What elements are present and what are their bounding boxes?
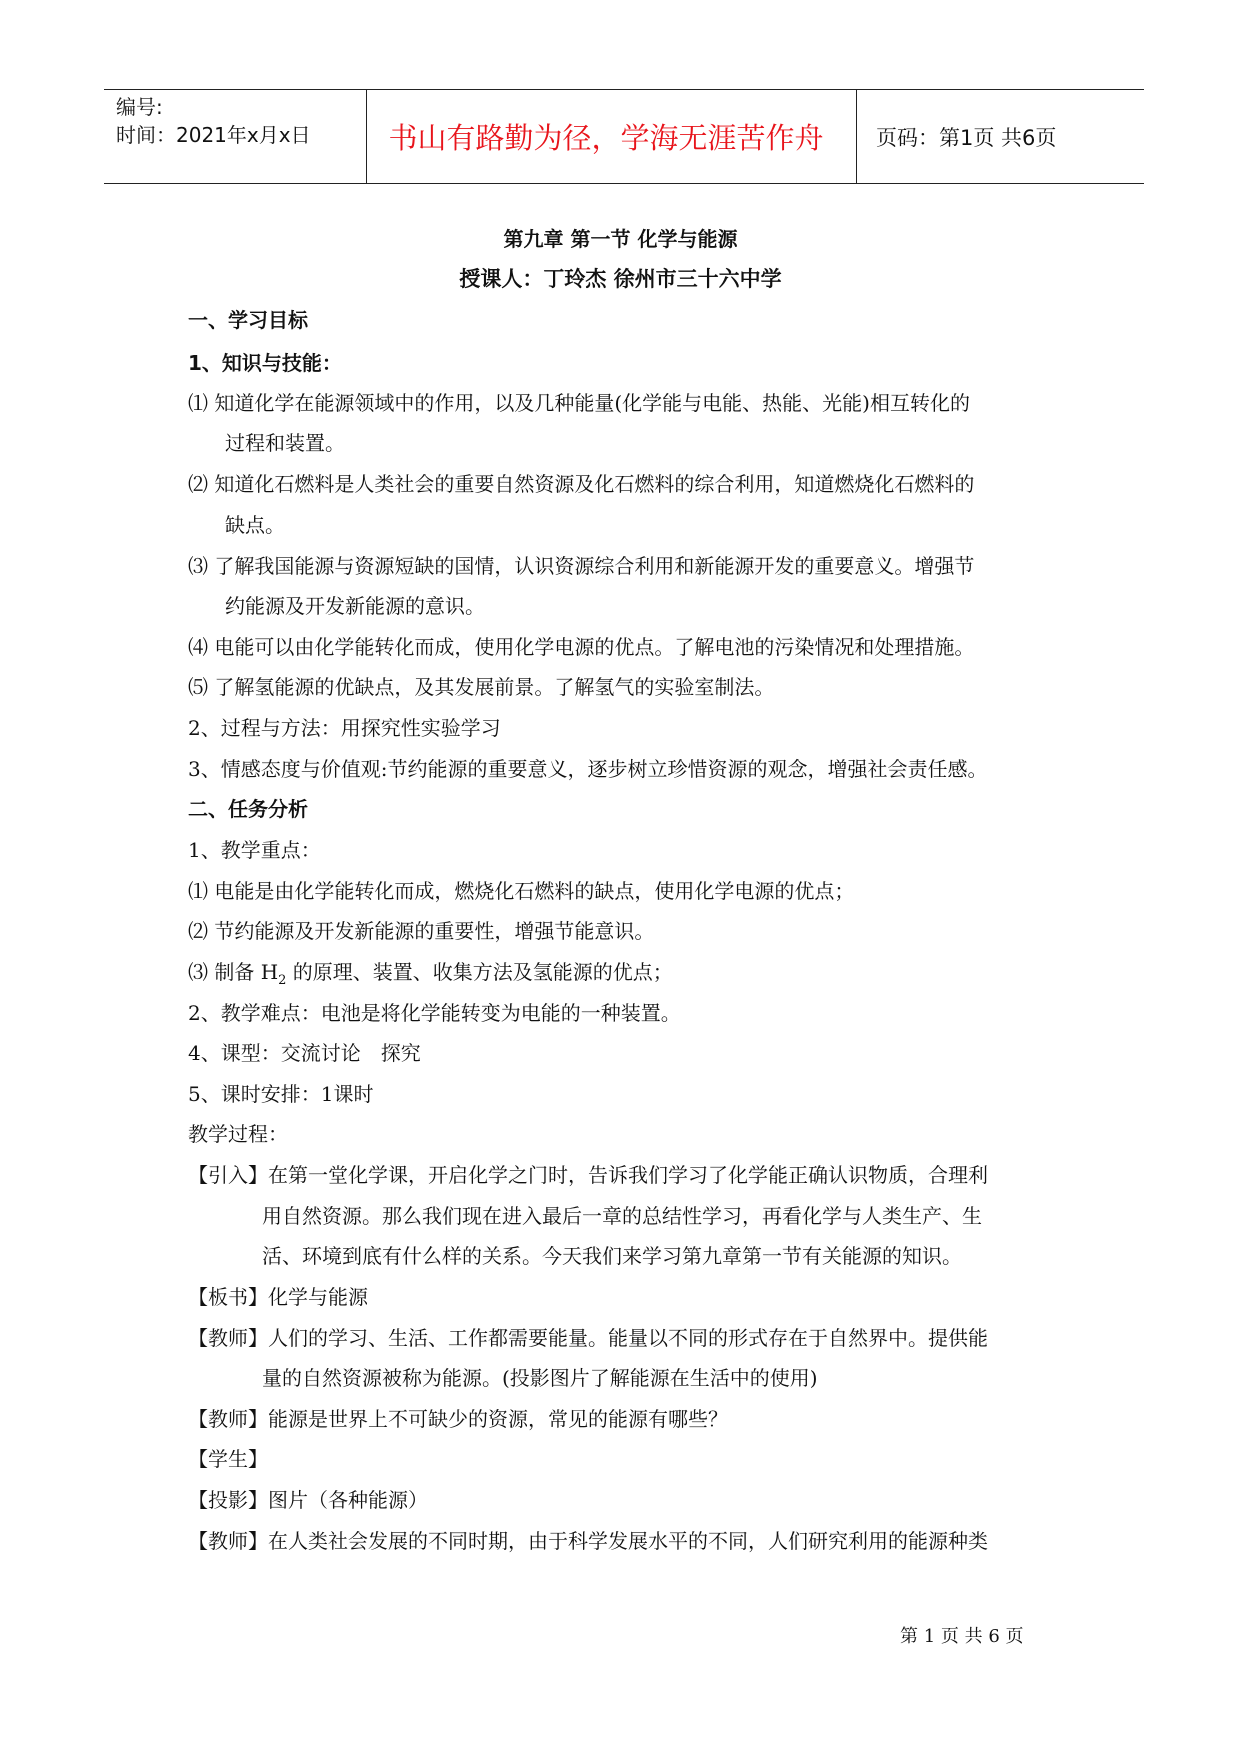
section-heading: 二、任务分析	[188, 797, 308, 821]
page-footer: 第 1 页 共 6 页	[900, 1626, 1024, 1647]
text-fragment: ⑶ 制备 H	[188, 960, 279, 984]
text-line: 教学过程：	[188, 1122, 288, 1146]
text-line: 活、环境到底有什么样的关系。今天我们来学习第九章第一节有关能源的知识。	[262, 1244, 962, 1268]
text-line: ⑸ 了解氢能源的优缺点，及其发展前景。了解氢气的实验室制法。	[188, 675, 775, 699]
text-line: 【板书】化学与能源	[188, 1285, 368, 1309]
document-time-label: 时间：2021年x月x日	[116, 123, 311, 147]
text-line: 【教师】能源是世界上不可缺少的资源，常见的能源有哪些？	[188, 1407, 728, 1431]
text-line: ⑴ 知道化学在能源领域中的作用，以及几种能量(化学能与电能、热能、光能)相互转化的	[188, 391, 970, 415]
text-line: 约能源及开发新能源的意识。	[225, 594, 485, 618]
text-line: 用自然资源。那么我们现在进入最后一章的总结性学习，再看化学与人类生产、生	[262, 1204, 982, 1228]
header-motto: 书山有路勤为径，学海无涯苦作舟	[388, 121, 824, 155]
text-line: ⑷ 电能可以由化学能转化而成，使用化学电源的优点。了解电池的污染情况和处理措施。	[188, 635, 975, 659]
subscript: 2	[278, 973, 287, 988]
text-line: 【投影】图片（各种能源）	[188, 1488, 428, 1512]
text-line: 【教师】人们的学习、生活、工作都需要能量。能量以不同的形式存在于自然界中。提供能	[188, 1326, 988, 1350]
document-number-label: 编号:	[116, 95, 163, 119]
header-divider	[856, 90, 857, 183]
text-line: 【学生】	[188, 1447, 268, 1471]
text-line	[188, 957, 673, 996]
subsection-heading: 1、知识与技能：	[188, 351, 342, 375]
chapter-title: 第九章 第一节 化学与能源	[503, 227, 738, 251]
page-header	[104, 89, 1144, 184]
text-line: 2、教学难点：电池是将化学能转变为电能的一种装置。	[188, 1001, 681, 1025]
text-line: ⑵ 节约能源及开发新能源的重要性，增强节能意识。	[188, 919, 655, 943]
text-fragment: 的原理、装置、收集方法及氢能源的优点；	[286, 960, 673, 984]
section-heading: 一、学习目标	[188, 308, 308, 332]
header-page-label: 页码：第1页 共6页	[876, 125, 1057, 150]
text-line: 【教师】在人类社会发展的不同时期，由于科学发展水平的不同，人们研究利用的能源种类	[188, 1529, 988, 1553]
text-line: 3、情感态度与价值观:节约能源的重要意义，逐步树立珍惜资源的观念，增强社会责任感。	[188, 757, 988, 781]
header-left-cell	[116, 93, 311, 149]
text-line: 4、课型：交流讨论 探究	[188, 1041, 421, 1065]
text-line: 量的自然资源被称为能源。(投影图片了解能源在生活中的使用)	[262, 1366, 818, 1390]
text-line: 缺点。	[225, 513, 285, 537]
text-line: ⑴ 电能是由化学能转化而成，燃烧化石燃料的缺点，使用化学电源的优点；	[188, 879, 855, 903]
teacher-line: 授课人：丁玲杰 徐州市三十六中学	[459, 267, 782, 291]
text-line: 过程和装置。	[225, 431, 345, 455]
text-line: ⑶ 了解我国能源与资源短缺的国情，认识资源综合利用和新能源开发的重要意义。增强节	[188, 554, 975, 578]
text-line: 1、教学重点：	[188, 838, 321, 862]
text-line: 5、课时安排：1课时	[188, 1082, 374, 1106]
text-line: 【引入】在第一堂化学课，开启化学之门时，告诉我们学习了化学能正确认识物质，合理利	[188, 1163, 988, 1187]
text-line: ⑵ 知道化石燃料是人类社会的重要自然资源及化石燃料的综合利用，知道燃烧化石燃料的	[188, 472, 975, 496]
text-line: 2、过程与方法：用探究性实验学习	[188, 716, 501, 740]
